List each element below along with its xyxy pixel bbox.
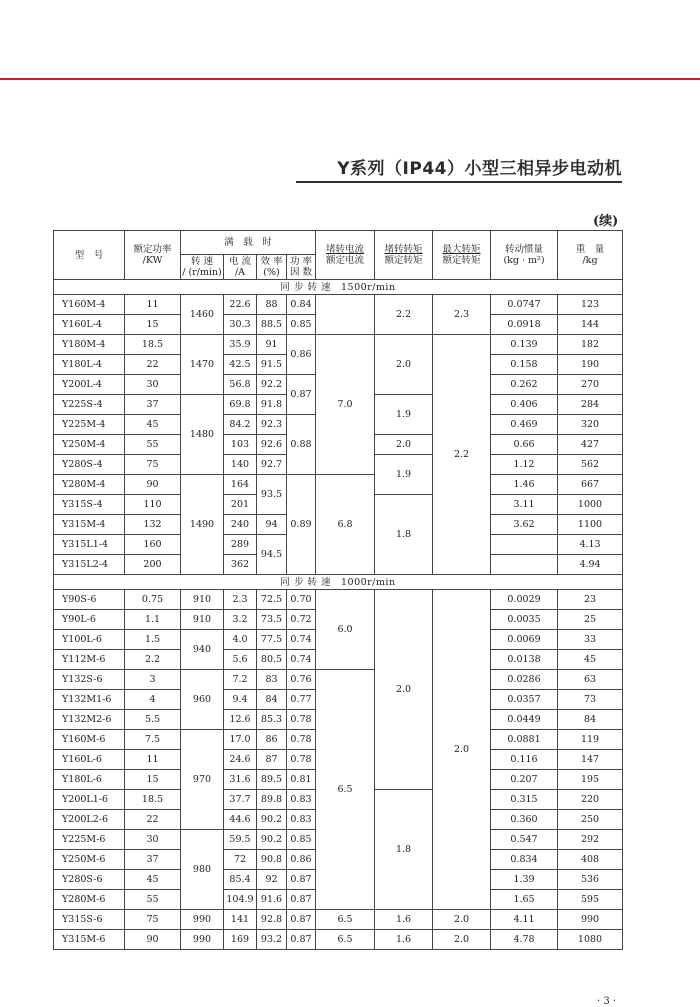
current-cell: 201: [224, 495, 257, 515]
inertia-cell: 0.469: [491, 415, 558, 435]
power-cell: 37: [125, 850, 181, 870]
efficiency-cell: 92: [257, 870, 287, 890]
power-cell: 45: [125, 870, 181, 890]
efficiency-cell: 80.5: [257, 650, 287, 670]
pf-cell: 0.87: [287, 375, 316, 415]
efficiency-cell: 89.5: [257, 770, 287, 790]
weight-cell: 23: [558, 590, 623, 610]
power-cell: 110: [125, 495, 181, 515]
weight-cell: 73: [558, 690, 623, 710]
model-cell: Y225S-4: [54, 395, 125, 415]
lrt-cell: 1.8: [375, 790, 433, 910]
efficiency-cell: 94: [257, 515, 287, 535]
mt-cell: 2.0: [433, 930, 491, 950]
power-cell: 90: [125, 930, 181, 950]
pf-cell: 0.83: [287, 810, 316, 830]
inertia-cell: 0.207: [491, 770, 558, 790]
current-cell: 69.8: [224, 395, 257, 415]
power-cell: 37: [125, 395, 181, 415]
power-cell: 2.2: [125, 650, 181, 670]
model-cell: Y180L-4: [54, 355, 125, 375]
inertia-cell: 1.65: [491, 890, 558, 910]
lrc-cell: [316, 295, 375, 335]
efficiency-cell: 92.8: [257, 910, 287, 930]
model-cell: Y200L-4: [54, 375, 125, 395]
weight-cell: 195: [558, 770, 623, 790]
section-1500-title: 同 步 转 速 1500r/min: [54, 280, 623, 295]
inertia-cell: 3.62: [491, 515, 558, 535]
lrc-cell: 6.5: [316, 910, 375, 930]
lrt-cell: 1.6: [375, 930, 433, 950]
current-cell: 85.4: [224, 870, 257, 890]
model-cell: Y132M1-6: [54, 690, 125, 710]
current-cell: 37.7: [224, 790, 257, 810]
power-cell: 132: [125, 515, 181, 535]
weight-cell: 182: [558, 335, 623, 355]
header-full-load: 满 载 时: [181, 231, 316, 255]
weight-cell: 144: [558, 315, 623, 335]
current-cell: 44.6: [224, 810, 257, 830]
inertia-cell: 0.0918: [491, 315, 558, 335]
power-cell: 3: [125, 670, 181, 690]
weight-cell: 320: [558, 415, 623, 435]
inertia-cell: 1.39: [491, 870, 558, 890]
model-cell: Y280M-4: [54, 475, 125, 495]
pf-cell: 0.83: [287, 790, 316, 810]
current-cell: 31.6: [224, 770, 257, 790]
model-cell: Y250M-4: [54, 435, 125, 455]
inertia-cell: 4.11: [491, 910, 558, 930]
inertia-cell: 0.406: [491, 395, 558, 415]
weight-cell: 284: [558, 395, 623, 415]
inertia-cell: 1.12: [491, 455, 558, 475]
model-cell: Y90S-6: [54, 590, 125, 610]
pf-cell: 0.86: [287, 850, 316, 870]
inertia-cell: 0.0029: [491, 590, 558, 610]
model-cell: Y315M-4: [54, 515, 125, 535]
power-cell: 55: [125, 890, 181, 910]
weight-cell: 250: [558, 810, 623, 830]
current-cell: 42.5: [224, 355, 257, 375]
power-cell: 45: [125, 415, 181, 435]
header-efficiency: 效 率 (%): [257, 255, 287, 280]
current-cell: 9.4: [224, 690, 257, 710]
current-cell: 35.9: [224, 335, 257, 355]
current-cell: 17.0: [224, 730, 257, 750]
current-cell: 59.5: [224, 830, 257, 850]
mt-cell: 2.0: [433, 910, 491, 930]
table-row: [54, 930, 623, 950]
table-row: [54, 590, 623, 610]
pf-cell: 0.78: [287, 710, 316, 730]
inertia-cell: 0.158: [491, 355, 558, 375]
mt-cell: 2.3: [433, 295, 491, 335]
header-inertia: 转动惯量 (kg · m²): [491, 231, 558, 280]
current-cell: 84.2: [224, 415, 257, 435]
pf-cell: 0.78: [287, 750, 316, 770]
power-cell: 75: [125, 455, 181, 475]
pf-cell: 0.88: [287, 415, 316, 475]
current-cell: 164: [224, 475, 257, 495]
weight-cell: 990: [558, 910, 623, 930]
model-cell: Y160L-4: [54, 315, 125, 335]
power-cell: 0.75: [125, 590, 181, 610]
weight-cell: 595: [558, 890, 623, 910]
inertia-cell: 0.360: [491, 810, 558, 830]
model-cell: Y315L1-4: [54, 535, 125, 555]
inertia-cell: 0.116: [491, 750, 558, 770]
inertia-cell: 1.46: [491, 475, 558, 495]
header-red-rule: [0, 78, 700, 80]
pf-cell: 0.78: [287, 730, 316, 750]
power-cell: 30: [125, 375, 181, 395]
speed-cell: 1470: [181, 335, 224, 395]
header-model: 型 号: [54, 231, 125, 280]
pf-cell: 0.87: [287, 930, 316, 950]
weight-cell: 427: [558, 435, 623, 455]
inertia-cell: 4.94: [558, 555, 623, 575]
weight-cell: 220: [558, 790, 623, 810]
model-cell: Y90L-6: [54, 610, 125, 630]
current-cell: 7.2: [224, 670, 257, 690]
current-cell: 3.2: [224, 610, 257, 630]
lrc-cell: 7.0: [316, 335, 375, 475]
efficiency-cell: 73.5: [257, 610, 287, 630]
lrt-cell: 2.2: [375, 295, 433, 335]
table-row: [54, 475, 623, 495]
speed-cell: 940: [181, 630, 224, 670]
inertia-cell: 0.0357: [491, 690, 558, 710]
inertia-cell: 0.0747: [491, 295, 558, 315]
current-cell: 30.3: [224, 315, 257, 335]
table-row: [54, 335, 623, 355]
efficiency-cell: 91.6: [257, 890, 287, 910]
efficiency-cell: 94.5: [257, 535, 287, 575]
weight-cell: 270: [558, 375, 623, 395]
header-locked-rotor-torque: 堵转转矩 额定转矩: [375, 231, 433, 280]
efficiency-cell: 86: [257, 730, 287, 750]
current-cell: 140: [224, 455, 257, 475]
power-cell: 30: [125, 830, 181, 850]
efficiency-cell: 90.2: [257, 810, 287, 830]
current-cell: 362: [224, 555, 257, 575]
pf-cell: 0.74: [287, 630, 316, 650]
header-max-torque: 最大转矩 额定转矩: [433, 231, 491, 280]
weight-cell: 292: [558, 830, 623, 850]
model-cell: Y280M-6: [54, 890, 125, 910]
pf-cell: 0.81: [287, 770, 316, 790]
inertia-cell: 0.262: [491, 375, 558, 395]
speed-cell: 970: [181, 730, 224, 830]
current-cell: 24.6: [224, 750, 257, 770]
inertia-cell: 0.139: [491, 335, 558, 355]
lrt-cell: 1.8: [375, 495, 433, 575]
model-cell: Y315M-6: [54, 930, 125, 950]
current-cell: 240: [224, 515, 257, 535]
model-cell: Y180L-6: [54, 770, 125, 790]
current-cell: 169: [224, 930, 257, 950]
pf-cell: 0.87: [287, 870, 316, 890]
pf-cell: 0.86: [287, 335, 316, 375]
power-cell: 200: [125, 555, 181, 575]
weight-cell: 536: [558, 870, 623, 890]
model-cell: Y280S-4: [54, 455, 125, 475]
efficiency-cell: 91.8: [257, 395, 287, 415]
mt-cell: [491, 555, 558, 575]
model-cell: Y160L-6: [54, 750, 125, 770]
speed-cell: 980: [181, 830, 224, 910]
efficiency-cell: 85.3: [257, 710, 287, 730]
pf-cell: 0.85: [287, 830, 316, 850]
header-speed: 转 速 / (r/min): [182, 256, 222, 278]
mt-cell: 2.0: [433, 590, 491, 910]
header-power-factor: 功 率 因 数: [287, 255, 316, 280]
weight-cell: 1080: [558, 930, 623, 950]
weight-cell: 119: [558, 730, 623, 750]
efficiency-cell: 93.2: [257, 930, 287, 950]
pf-cell: 0.72: [287, 610, 316, 630]
inertia-cell: 0.0035: [491, 610, 558, 630]
header-locked-rotor-current: 堵转电流 额定电流: [316, 231, 375, 280]
weight-cell: 190: [558, 355, 623, 375]
weight-cell: 33: [558, 630, 623, 650]
model-cell: Y200L1-6: [54, 790, 125, 810]
power-cell: 22: [125, 355, 181, 375]
inertia-cell: 0.0069: [491, 630, 558, 650]
power-cell: 7.5: [125, 730, 181, 750]
current-cell: 56.8: [224, 375, 257, 395]
mt-cell: [491, 535, 558, 555]
current-cell: 72: [224, 850, 257, 870]
inertia-cell: 0.0881: [491, 730, 558, 750]
power-cell: 1.1: [125, 610, 181, 630]
model-cell: Y225M-6: [54, 830, 125, 850]
efficiency-cell: 92.3: [257, 415, 287, 435]
section-1000-title: 同 步 转 速 1000r/min: [54, 575, 623, 590]
pf-cell: 0.85: [287, 315, 316, 335]
speed-cell: 990: [181, 930, 224, 950]
weight-cell: 562: [558, 455, 623, 475]
inertia-cell: 0.66: [491, 435, 558, 455]
speed-cell: 910: [181, 610, 224, 630]
pf-cell: 0.84: [287, 295, 316, 315]
model-cell: Y100L-6: [54, 630, 125, 650]
weight-cell: 147: [558, 750, 623, 770]
model-cell: Y132S-6: [54, 670, 125, 690]
pf-cell: 0.76: [287, 670, 316, 690]
inertia-cell: 0.0286: [491, 670, 558, 690]
weight-cell: 1000: [558, 495, 623, 515]
model-cell: Y180M-4: [54, 335, 125, 355]
inertia-cell: 0.0138: [491, 650, 558, 670]
power-cell: 90: [125, 475, 181, 495]
header-power: 额定功率 /KW: [125, 231, 181, 280]
power-cell: 22: [125, 810, 181, 830]
efficiency-cell: 77.5: [257, 630, 287, 650]
power-cell: 5.5: [125, 710, 181, 730]
efficiency-cell: 87: [257, 750, 287, 770]
lrc-cell: 6.5: [316, 670, 375, 910]
speed-cell: 910: [181, 590, 224, 610]
lrc-cell: 6.8: [316, 475, 375, 575]
efficiency-cell: 72.5: [257, 590, 287, 610]
power-cell: 11: [125, 295, 181, 315]
efficiency-cell: 92.6: [257, 435, 287, 455]
efficiency-cell: 91.5: [257, 355, 287, 375]
current-cell: 289: [224, 535, 257, 555]
model-cell: Y225M-4: [54, 415, 125, 435]
efficiency-cell: 88: [257, 295, 287, 315]
efficiency-cell: 88.5: [257, 315, 287, 335]
power-cell: 55: [125, 435, 181, 455]
inertia-cell: 0.0449: [491, 710, 558, 730]
inertia-cell: 3.11: [491, 495, 558, 515]
model-cell: Y250M-6: [54, 850, 125, 870]
power-cell: 11: [125, 750, 181, 770]
efficiency-cell: 90.2: [257, 830, 287, 850]
lrt-cell: 1.9: [375, 455, 433, 495]
current-cell: 12.6: [224, 710, 257, 730]
power-cell: 4: [125, 690, 181, 710]
model-cell: Y132M2-6: [54, 710, 125, 730]
power-cell: 160: [125, 535, 181, 555]
weight-cell: 667: [558, 475, 623, 495]
inertia-cell: 0.834: [491, 850, 558, 870]
model-cell: Y200L2-6: [54, 810, 125, 830]
weight-cell: 1100: [558, 515, 623, 535]
current-cell: 22.6: [224, 295, 257, 315]
continued-label: (续): [593, 214, 619, 229]
lrt-cell: 2.0: [375, 335, 433, 395]
power-cell: 15: [125, 770, 181, 790]
table-row: [54, 295, 623, 315]
weight-cell: 63: [558, 670, 623, 690]
pf-cell: 0.87: [287, 890, 316, 910]
model-cell: Y315L2-4: [54, 555, 125, 575]
weight-cell: 25: [558, 610, 623, 630]
lrt-cell: 1.9: [375, 395, 433, 435]
page-number: · 3 ·: [597, 996, 617, 1007]
weight-cell: 84: [558, 710, 623, 730]
model-cell: Y112M-6: [54, 650, 125, 670]
inertia-cell: 0.547: [491, 830, 558, 850]
mt-cell: 2.2: [433, 335, 491, 575]
efficiency-cell: 84: [257, 690, 287, 710]
weight-cell: 45: [558, 650, 623, 670]
lrt-cell: 2.0: [375, 590, 433, 790]
model-cell: Y160M-6: [54, 730, 125, 750]
power-cell: 75: [125, 910, 181, 930]
efficiency-cell: 92.2: [257, 375, 287, 395]
pf-cell: 0.77: [287, 690, 316, 710]
model-cell: Y160M-4: [54, 295, 125, 315]
pf-cell: 0.87: [287, 910, 316, 930]
table-row: [54, 670, 623, 690]
power-cell: 18.5: [125, 790, 181, 810]
model-cell: Y315S-4: [54, 495, 125, 515]
current-cell: 104.9: [224, 890, 257, 910]
lrc-cell: 6.0: [316, 590, 375, 670]
weight-cell: 123: [558, 295, 623, 315]
inertia-cell: 0.315: [491, 790, 558, 810]
header-weight: 重 量 /kg: [558, 231, 623, 280]
speed-cell: 1460: [181, 295, 224, 335]
table-row: [54, 910, 623, 930]
speed-cell: 1480: [181, 395, 224, 475]
efficiency-cell: 93.5: [257, 475, 287, 515]
efficiency-cell: 83: [257, 670, 287, 690]
efficiency-cell: 91: [257, 335, 287, 355]
motor-spec-table: [53, 230, 623, 950]
efficiency-cell: 92.7: [257, 455, 287, 475]
power-cell: 15: [125, 315, 181, 335]
header-current: 电 流 /A: [224, 255, 257, 280]
pf-cell: 0.70: [287, 590, 316, 610]
inertia-cell: 4.13: [558, 535, 623, 555]
lrc-cell: 6.5: [316, 930, 375, 950]
current-cell: 103: [224, 435, 257, 455]
current-cell: 141: [224, 910, 257, 930]
lrt-cell: 2.0: [375, 435, 433, 455]
current-cell: 5.6: [224, 650, 257, 670]
weight-cell: 408: [558, 850, 623, 870]
efficiency-cell: 89.8: [257, 790, 287, 810]
title-underline: [296, 181, 622, 183]
model-cell: Y315S-6: [54, 910, 125, 930]
speed-cell: 990: [181, 910, 224, 930]
lrt-cell: 1.6: [375, 910, 433, 930]
current-cell: 4.0: [224, 630, 257, 650]
pf-cell: 0.74: [287, 650, 316, 670]
pf-cell: 0.89: [287, 475, 316, 575]
speed-cell: 1490: [181, 475, 224, 575]
power-cell: 1.5: [125, 630, 181, 650]
inertia-cell: 4.78: [491, 930, 558, 950]
efficiency-cell: 90.8: [257, 850, 287, 870]
model-cell: Y280S-6: [54, 870, 125, 890]
power-cell: 18.5: [125, 335, 181, 355]
speed-cell: 960: [181, 670, 224, 730]
current-cell: 2.3: [224, 590, 257, 610]
page-title: Y系列（IP44）小型三相异步电动机: [337, 159, 622, 179]
